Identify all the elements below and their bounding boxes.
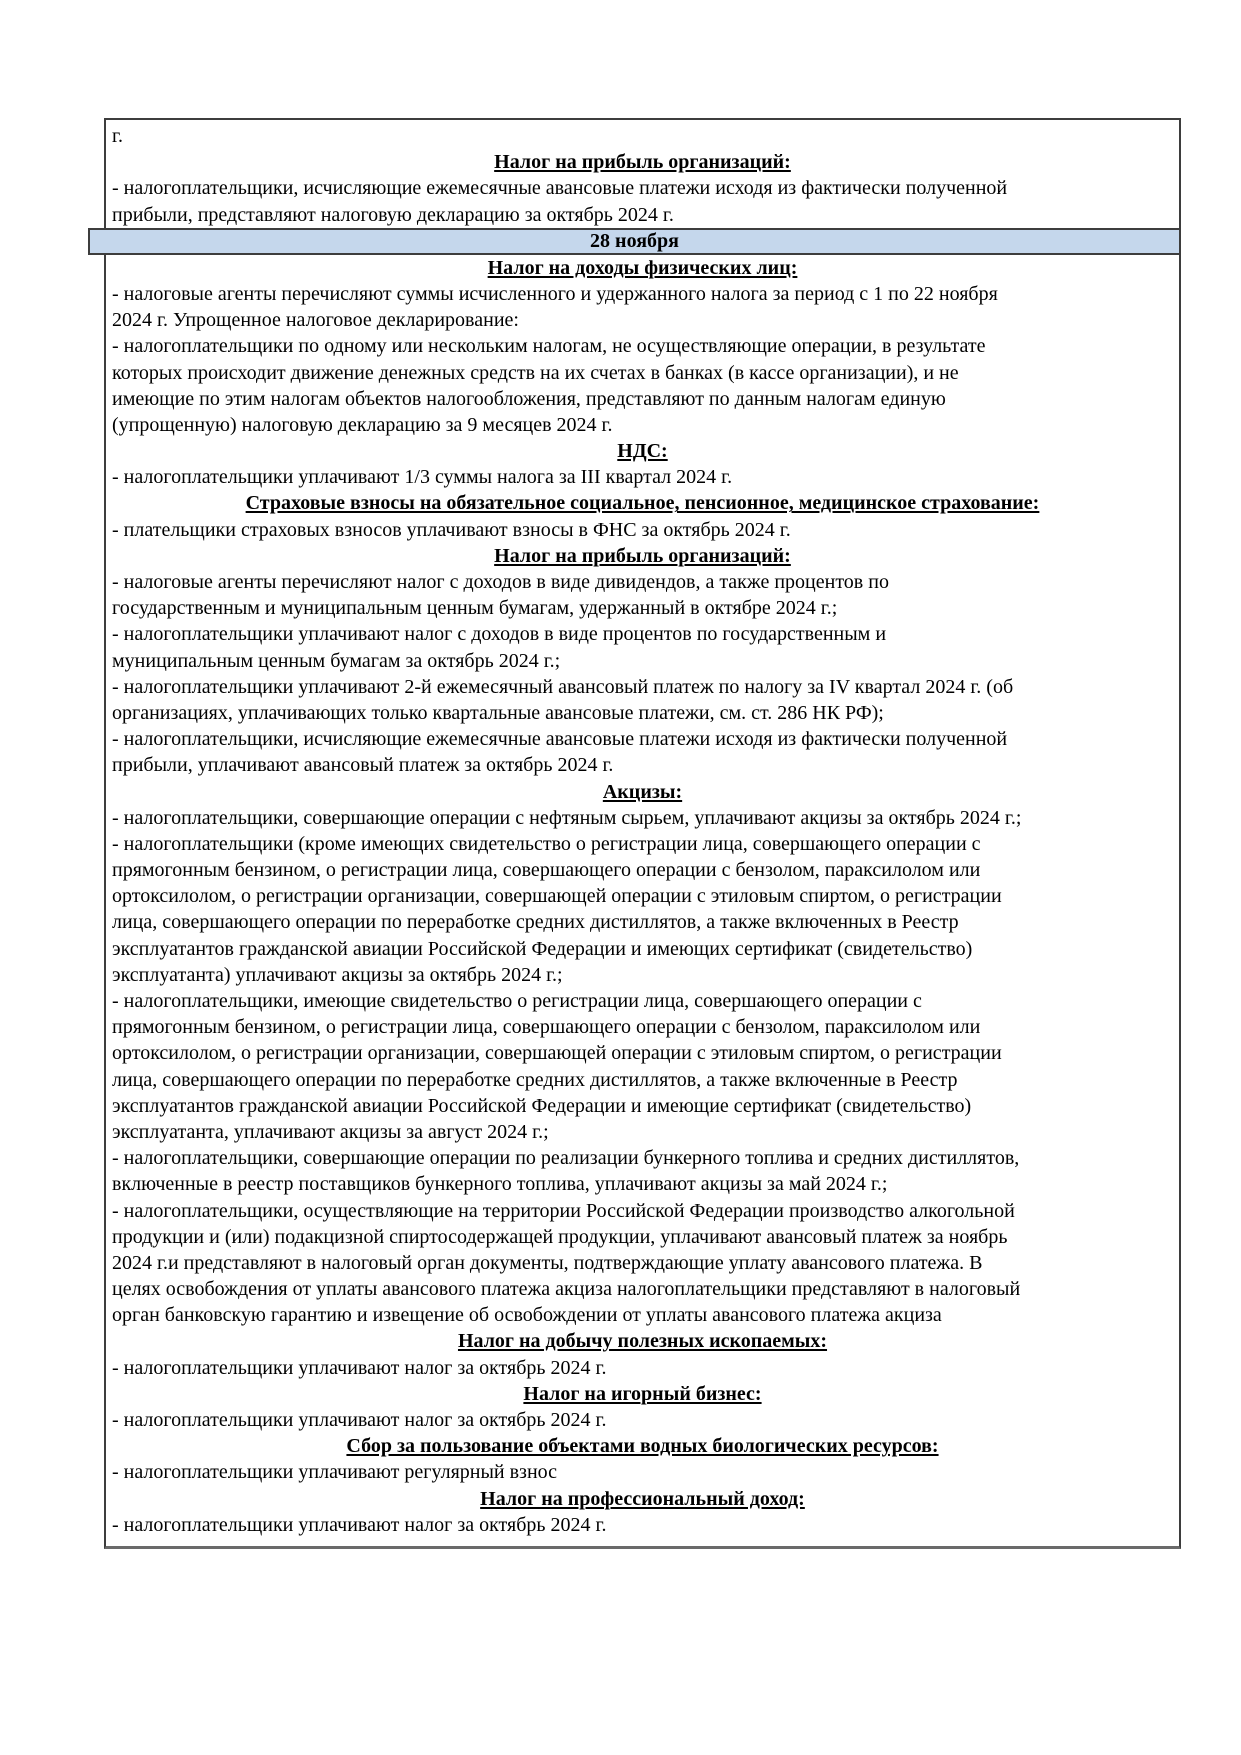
paragraph-line: имеющие по этим налогам объектов налогообложения, представляют по данным налогам единую bbox=[112, 387, 946, 410]
section-header-text: Налог на игорный бизнес: bbox=[523, 1382, 762, 1405]
paragraph bbox=[112, 123, 1173, 149]
paragraph bbox=[112, 674, 1173, 726]
paragraph-line: лица, совершающего операции по переработке средних дистиллятов, а также включенные в Реестр bbox=[112, 1068, 958, 1091]
paragraph bbox=[112, 1198, 1173, 1329]
tax-calendar-table bbox=[104, 118, 1181, 1549]
paragraph-line: - налогоплательщики уплачивают 1/3 суммы налога за III квартал 2024 г. bbox=[112, 466, 733, 489]
paragraph-line: - налогоплательщики уплачивают 2-й ежемесячный авансовый платеж по налогу за IV квартал 2024 г. (об bbox=[112, 675, 1014, 698]
paragraph-line: - налогоплательщики, исчисляющие ежемесячные авансовые платежи исходя из фактически полученной bbox=[112, 728, 1008, 751]
paragraph bbox=[112, 1512, 1173, 1538]
paragraph bbox=[112, 1459, 1173, 1485]
paragraph bbox=[112, 621, 1173, 673]
paragraph-line: целях освобождения от уплаты авансового платежа акциза налогоплательщики представляют в налоговый bbox=[112, 1278, 1021, 1301]
paragraph bbox=[112, 569, 1173, 621]
paragraph-line: которых происходит движение денежных средств на их счетах в банках (в кассе организации), и не bbox=[112, 361, 959, 384]
paragraph-line: прямогонным бензином, о регистрации лица, совершающего операции с бензолом, параксилолом или bbox=[112, 1016, 981, 1039]
paragraph-line: - налогоплательщики уплачивают налог с доходов в виде процентов по государственным и bbox=[112, 623, 887, 646]
section-header-text: НДС: bbox=[617, 440, 668, 463]
paragraph bbox=[112, 1355, 1173, 1381]
section-header-text: Налог на прибыль организаций: bbox=[494, 544, 791, 567]
paragraph bbox=[112, 1407, 1173, 1433]
section-header-text: Акцизы: bbox=[602, 780, 683, 803]
paragraph bbox=[112, 175, 1173, 227]
date-band bbox=[88, 228, 1181, 255]
paragraph-line: - налогоплательщики, осуществляющие на территории Российской Федерации производство алкогольной bbox=[112, 1199, 1015, 1222]
paragraph bbox=[112, 831, 1173, 988]
paragraph-line: - налогоплательщики (кроме имеющих свидетельство о регистрации лица, совершающего операции с bbox=[112, 832, 981, 855]
paragraph-line: - налогоплательщики, имеющие свидетельство о регистрации лица, совершающего операции с bbox=[112, 990, 922, 1012]
paragraph-line: 2024 г. Упрощенное налоговое декларирование: bbox=[112, 309, 519, 332]
paragraph bbox=[112, 517, 1173, 543]
paragraph-line: - налогоплательщики по одному или нескольким налогам, не осуществляющие операции, в результате bbox=[112, 335, 986, 358]
paragraph-line: - налоговые агенты перечисляют налог с доходов в виде дивидендов, а также процентов по bbox=[112, 571, 889, 593]
section-header-text: Страховые взносы на обязательное социальное, пенсионное, медицинское страхование: bbox=[245, 492, 1040, 515]
paragraph-line: (упрощенную) налоговую декларацию за 9 месяцев 2024 г. bbox=[112, 413, 613, 436]
paragraph bbox=[112, 726, 1173, 778]
paragraph-line: - налогоплательщики, исчисляющие ежемесячные авансовые платежи исходя из фактически полученной bbox=[112, 177, 1008, 200]
paragraph-line: включенные в реестр поставщиков бункерного топлива, уплачивают акцизы за май 2024 г.; bbox=[112, 1173, 888, 1196]
paragraph bbox=[112, 464, 1173, 490]
paragraph bbox=[112, 281, 1173, 333]
paragraph-line: ортоксилолом, о регистрации организации, совершающей операции с этиловым спиртом, о регистрации bbox=[112, 1042, 1002, 1065]
paragraph-line: г. bbox=[112, 125, 123, 147]
paragraph-line: прибыли, уплачивают авансовый платеж за октябрь 2024 г. bbox=[112, 754, 614, 777]
section-header bbox=[112, 543, 1173, 569]
paragraph-line: эксплуатантов гражданской авиации Российской Федерации и имеющих сертификат (свидетельство) bbox=[112, 937, 973, 960]
section-header-text: Налог на добычу полезных ископаемых: bbox=[457, 1330, 828, 1353]
section-header bbox=[112, 1433, 1173, 1459]
section-header bbox=[112, 1381, 1173, 1407]
paragraph-line: эксплуатанта, уплачивают акцизы за август 2024 г.; bbox=[112, 1120, 549, 1143]
paragraph bbox=[112, 988, 1173, 1145]
paragraph-line: - налогоплательщики уплачивают налог за октябрь 2024 г. bbox=[112, 1356, 607, 1379]
paragraph bbox=[112, 333, 1173, 438]
section-header bbox=[112, 255, 1173, 281]
paragraph bbox=[112, 1145, 1173, 1197]
paragraph-line: - налогоплательщики уплачивают регулярный взнос bbox=[112, 1461, 558, 1484]
pre-band-section bbox=[112, 123, 1173, 228]
paragraph-line: эксплуатантов гражданской авиации Российской Федерации и имеющие сертификат (свидетельство) bbox=[112, 1094, 972, 1117]
paragraph-line: организациях, уплачивающих только квартальные авансовые платежи, см. ст. 286 НК РФ); bbox=[112, 701, 884, 724]
section-header bbox=[112, 438, 1173, 464]
paragraph bbox=[112, 805, 1173, 831]
section-header bbox=[112, 149, 1173, 175]
paragraph-line: муниципальным ценным бумагам за октябрь 2024 г.; bbox=[112, 649, 561, 672]
post-band-section bbox=[112, 255, 1173, 1538]
paragraph-line: государственным и муниципальным ценным бумагам, удержанный в октябре 2024 г.; bbox=[112, 597, 838, 620]
section-header bbox=[112, 490, 1173, 516]
section-header-text: Налог на профессиональный доход: bbox=[480, 1487, 805, 1510]
paragraph-line: лица, совершающего операции по переработке средних дистиллятов, а также включенных в Реестр bbox=[112, 911, 959, 934]
paragraph-line: 2024 г.и представляют в налоговый орган документы, подтверждающие уплату авансового платежа. В bbox=[112, 1251, 983, 1274]
paragraph-line: - плательщики страховых взносов уплачивают взносы в ФНС за октябрь 2024 г. bbox=[112, 518, 791, 541]
section-header-text: Налог на прибыль организаций: bbox=[494, 151, 791, 174]
date-band-label: 28 ноября bbox=[590, 229, 679, 252]
paragraph-line: прямогонным бензином, о регистрации лица, совершающего операции с бензолом, параксилолом или bbox=[112, 859, 981, 882]
paragraph-line: орган банковскую гарантию и извещение об освобождении от уплаты авансового платежа акциза bbox=[112, 1304, 942, 1327]
paragraph-line: - налогоплательщики уплачивают налог за октябрь 2024 г. bbox=[112, 1513, 607, 1536]
paragraph-line: прибыли, представляют налоговую декларацию за октябрь 2024 г. bbox=[112, 203, 674, 226]
paragraph-line: - налоговые агенты перечисляют суммы исчисленного и удержанного налога за период с 1 по 22 ноября bbox=[112, 282, 998, 305]
paragraph-line: - налогоплательщики уплачивают налог за октябрь 2024 г. bbox=[112, 1409, 607, 1431]
section-header bbox=[112, 779, 1173, 805]
paragraph-line: - налогоплательщики, совершающие операции с нефтяным сырьем, уплачивают акцизы за октябрь 2024 г.; bbox=[112, 806, 1022, 829]
section-header-text: Налог на доходы физических лиц: bbox=[487, 256, 798, 279]
paragraph-line: продукции и (или) подакцизной спиртосодержащей продукции, уплачивают авансовый платеж за ноябрь bbox=[112, 1225, 1008, 1248]
paragraph-line: ортоксилолом, о регистрации организации, совершающей операции с этиловым спиртом, о регистрации bbox=[112, 885, 1002, 908]
paragraph-line: эксплуатанта) уплачивают акцизы за октябрь 2024 г.; bbox=[112, 963, 563, 986]
section-header bbox=[112, 1486, 1173, 1512]
paragraph-line: - налогоплательщики, совершающие операции по реализации бункерного топлива и средних дистиллятов, bbox=[112, 1147, 1020, 1170]
section-header bbox=[112, 1328, 1173, 1354]
section-header-text: Сбор за пользование объектами водных биологических ресурсов: bbox=[346, 1435, 939, 1458]
